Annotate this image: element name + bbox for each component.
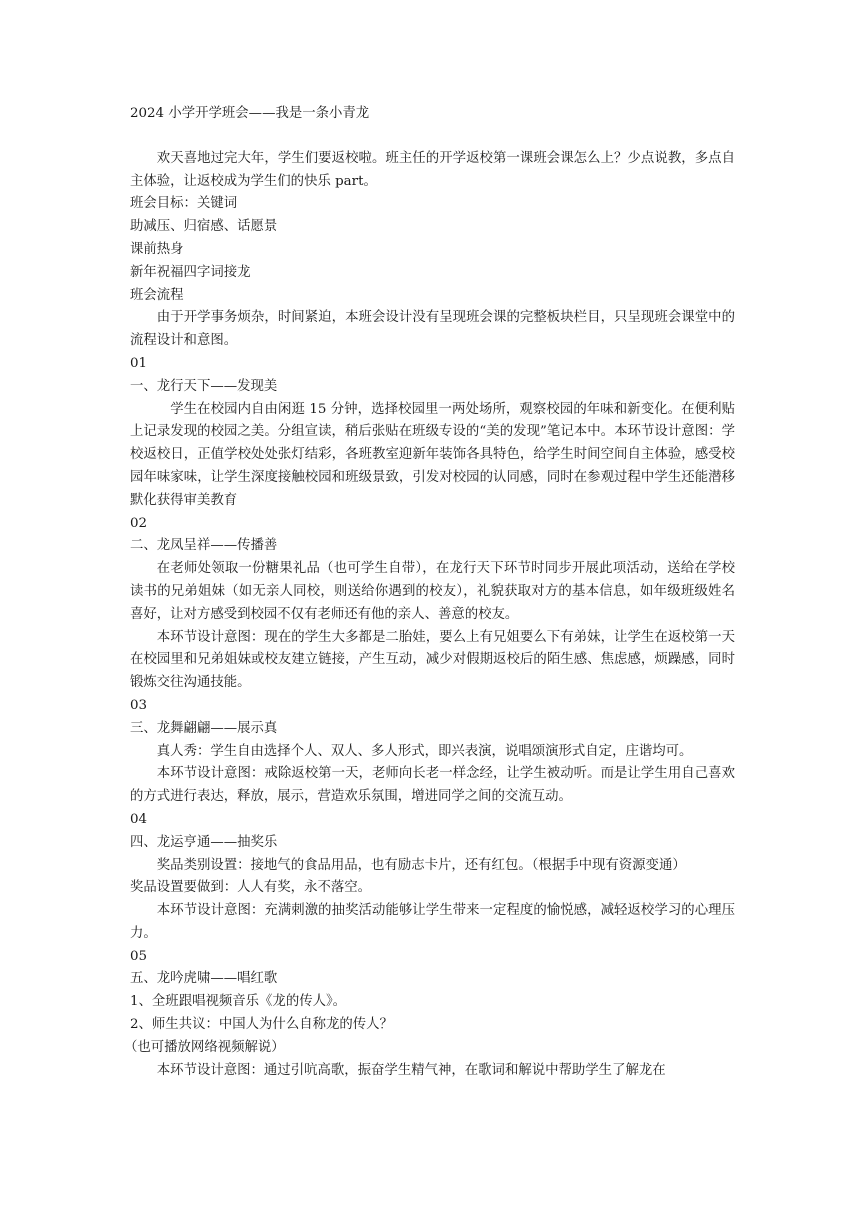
paragraph: 新年祝福四字词接龙 — [130, 264, 251, 280]
paragraph: 欢天喜地过完大年，学生们要返校啦。班主任的开学返校第一课班会课怎么上？少点说教，多点自主体验，让返校成为学生们的快乐 part。 — [130, 150, 735, 189]
paragraph: 班会目标：关键词 — [130, 196, 238, 212]
document-body — [123, 148, 735, 1083]
paragraph: 二、龙凤呈祥——传播善 — [130, 538, 278, 554]
paragraph: 本环节设计意图：充满刺激的抽奖活动能够让学生带来一定程度的愉悦感，减轻返校学习的心理压力。 — [130, 903, 735, 941]
paragraph: 四、龙运亨通——抽奖乐 — [130, 834, 278, 850]
paragraph: 2、师生共议：中国人为什么自称龙的传人？ — [130, 1017, 393, 1033]
paragraph: （也可播放网络视频解说） — [123, 1039, 285, 1055]
paragraph: 01 — [130, 355, 148, 371]
paragraph: 五、龙吟虎啸——唱红歌 — [130, 971, 278, 987]
paragraph: 学生在校园内自由闲逛 15 分钟，选择校园里一两处场所，观察校园的年味和新变化。在便利贴上记录发现的校园之美。分组宣读，稍后张贴在班级专设的“美的发现”笔记本中。本环节设计意图：学校返校日，正值学校处处张灯结彩，各班教室迎新年装饰各具特色，给学生时间空间自主体验，感受校园年味家味，让学生深度接触校园和班级景致，引发对校园的认同感，同时在参观过程中学生还能潜移默化获得审美教育 — [130, 401, 735, 508]
paragraph: 02 — [130, 515, 148, 531]
paragraph: 本环节设计意图：通过引吭高歌，振奋学生精气神，在歌词和解说中帮助学生了解龙在 — [156, 1062, 666, 1078]
paragraph: 一、龙行天下——发现美 — [130, 378, 278, 394]
paragraph: 班会流程 — [130, 287, 184, 303]
paragraph: 在老师处领取一份糖果礼品（也可学生自带），在龙行天下环节时同步开展此项活动，送给在学校读书的兄弟姐妹（如无亲人同校，则送给你遇到的校友），礼貌获取对方的基本信息，如年级班级姓名喜好，让对方感受到校园不仅有老师还有他的亲人、善意的校友。 — [130, 561, 735, 622]
paragraph: 1、全班跟唱视频音乐《龙的传人》。 — [130, 994, 347, 1010]
paragraph: 本环节设计意图：现在的学生大多都是二胎娃，要么上有兄姐要么下有弟妹，让学生在返校第一天在校园里和兄弟姐妹或校友建立链接，产生互动，减少对假期返校后的陌生感、焦虑感，烦躁感，同时锻炼交往沟通技能。 — [130, 629, 735, 691]
paragraph: 课前热身 — [130, 241, 184, 257]
document-title: 2024 小学开学班会——我是一条小青龙 — [130, 106, 370, 121]
paragraph: 助减压、归宿感、话愿景 — [130, 219, 278, 235]
paragraph: 奖品设置要做到：人人有奖，永不落空。 — [130, 880, 372, 896]
paragraph: 04 — [130, 811, 148, 827]
paragraph: 奖品类别设置：接地气的食品用品，也有励志卡片，还有红包。（根据手中现有资源变通） — [156, 857, 686, 873]
paragraph: 本环节设计意图：戒除返校第一天，老师向长老一样念经，让学生被动听。而是让学生用自己喜欢的方式进行表达，释放，展示，营造欢乐氛围，增进同学之间的交流互动。 — [130, 766, 735, 805]
paragraph: 真人秀：学生自由选择个人、双人、多人形式，即兴表演，说唱颂演形式自定，庄谐均可。 — [156, 743, 693, 759]
paragraph: 由于开学事务烦杂，时间紧迫，本班会设计没有呈现班会课的完整板块栏目，只呈现班会课堂中的流程设计和意图。 — [130, 310, 735, 349]
paragraph: 三、龙舞翩翩——展示真 — [130, 720, 278, 736]
paragraph: 03 — [130, 697, 148, 713]
paragraph: 05 — [130, 948, 148, 964]
document-page — [123, 103, 735, 1082]
